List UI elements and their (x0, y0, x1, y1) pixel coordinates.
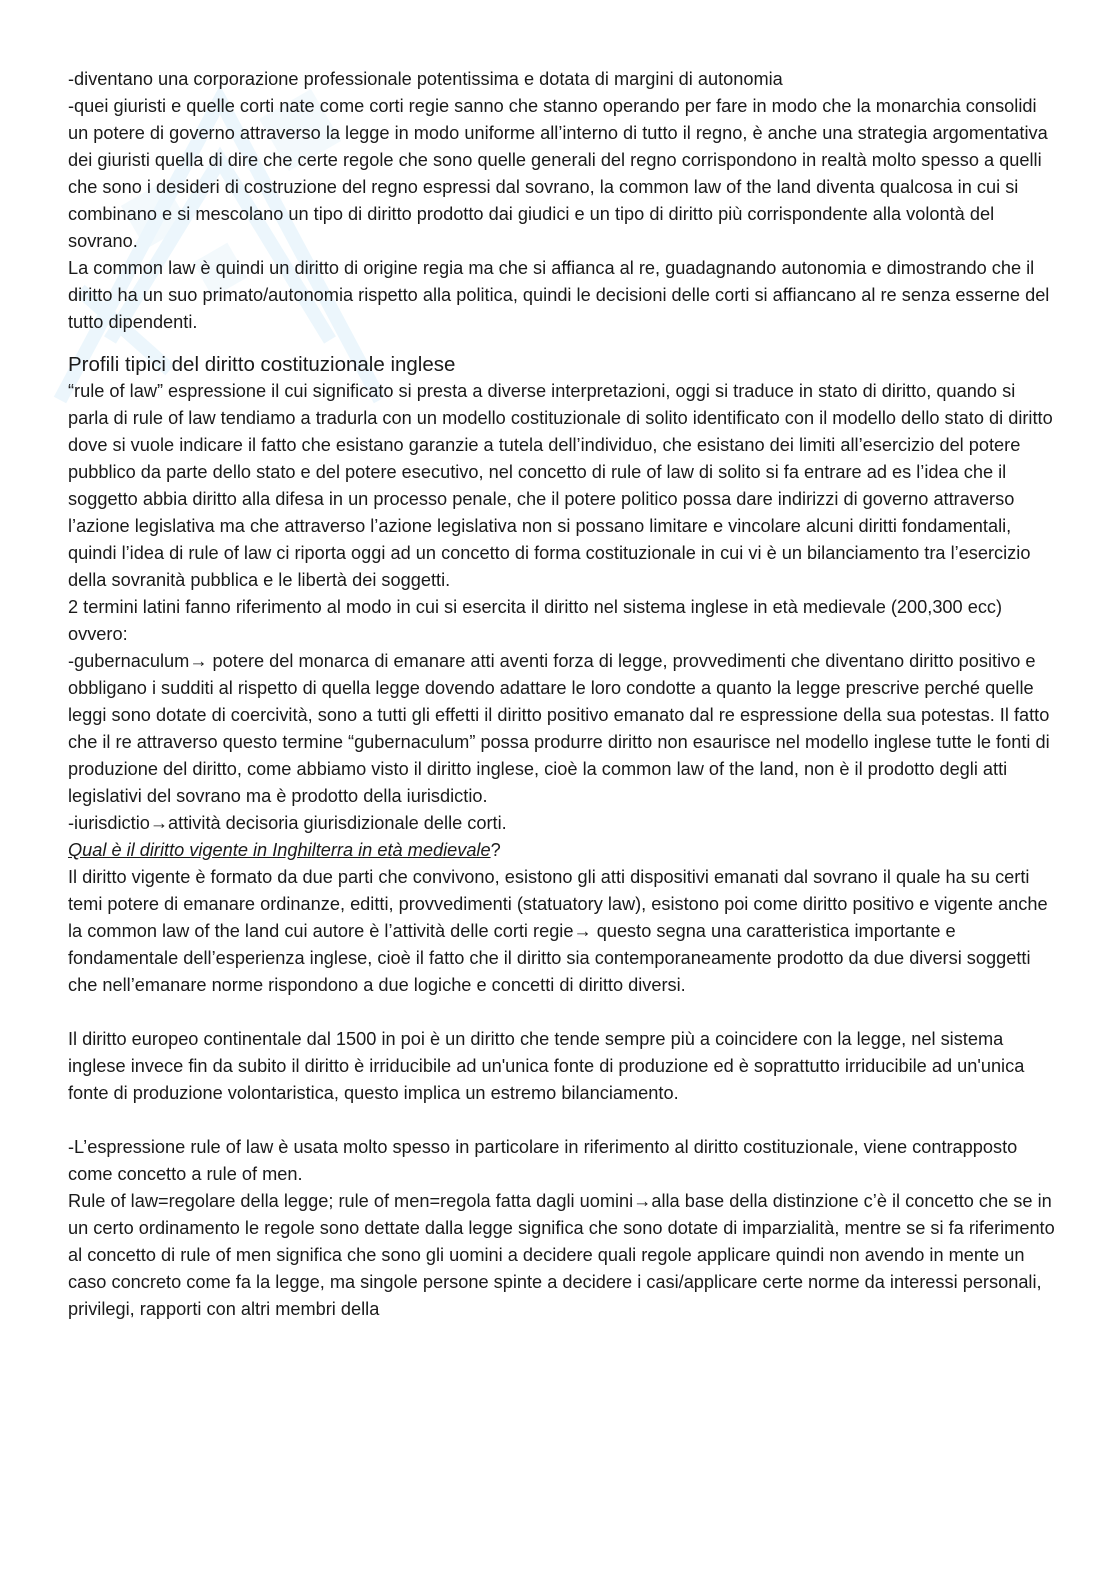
paragraph: -diventano una corporazione professionale potentissima e dotata di margini di autonomia (68, 69, 783, 89)
paragraph: -gubernaculum→ potere del monarca di emanare atti aventi forza di legge, provvedimenti che diventano diritto positivo e obbligano i sudditi al rispetto di quella legge dovendo adattare le loro condotte a quanto la legge prescrive perché quelle leggi sono dotate di coercività, sono a tutti gli effetti il diritto positivo emanato dal re espressione della sua potestas. Il fatto che il re attraverso questo termine “gubernaculum” possa produrre diritto non esaurisce nel modello inglese tutte le fonti di produzione del diritto, come abbiamo visto il diritto inglese, cioè la common law of the land, non è il prodotto degli atti legislativi del sovrano ma è prodotto della iurisdictio. (68, 651, 1050, 806)
paragraph: -quei giuristi e quelle corti nate come corti regie sanno che stanno operando per fare in modo che la monarchia consolidi un potere di governo attraverso la legge in modo uniforme all’interno di tutto il regno, è anche una strategia argomentativa dei giuristi quella di dire che certe regole che sono quelle generali del regno corrispondono in realtà molto spesso a quelli che sono i desideri di costruzione del regno espressi dal sovrano, la common law of the land diventa qualcosa in cui si combinano e si mescolano un tipo di diritto prodotto dai giudici e un tipo di diritto più corrispondente alla volontà del sovrano. (68, 96, 1048, 251)
paragraph: -iurisdictio→attività decisoria giurisdizionale delle corti. (68, 813, 507, 833)
paragraph: “rule of law” espressione il cui significato si presta a diverse interpretazioni, oggi si traduce in stato di diritto, quando si parla di rule of law tendiamo a tradurla con un modello costituzionale di solito identificato con il modello dello stato di diritto dove si vuole indicare il fatto che esistano garanzie a tutela dell’individuo, che esistano dei limiti all’esercizio del potere pubblico da parte dello stato e del potere esecutivo, nel concetto di rule of law di solito si fa entrare ad es l’idea che il soggetto abbia diritto alla difesa in un processo penale, che il potere politico possa dare indirizzi di governo attraverso l’azione legislativa ma che attraverso l’azione legislativa non si possano limitare e vincolare alcuni diritti fondamentali, quindi l’idea di rule of law ci riporta oggi ad un concetto di forma costituzionale in cui vi è un bilanciamento tra l’esercizio della sovranità pubblica e le libertà dei soggetti. (68, 381, 1053, 590)
question-mark: ? (490, 840, 501, 860)
paragraph: Rule of law=regolare della legge; rule of men=regola fatta dagli uomini→alla base della distinzione c’è il concetto che se in un certo ordinamento le regole sono dettate dalla legge significa che sono dotate di imparzialità, mentre se si fa riferimento al concetto di rule of men significa che sono gli uomini a decidere quali regole applicare quindi non avendo in mente un caso concreto come fa la legge, ma singole persone spinte a decidere i casi/applicare certe norme da interessi personali, privilegi, rapporti con altri membri della (68, 1191, 1055, 1319)
paragraph: Il diritto europeo continentale dal 1500 in poi è un diritto che tende sempre più a coincidere con la legge, nel sistema inglese invece fin da subito il diritto è irriducibile ad un'unica fonte di produzione ed è soprattutto irriducibile ad un'unica fonte di produzione volontaristica, questo implica un estremo bilanciamento. (68, 1029, 1025, 1103)
paragraph: -L’espressione rule of law è usata molto spesso in particolare in riferimento al diritto costituzionale, viene contrapposto come concetto a rule of men. (68, 1137, 1018, 1184)
question-text: Qual è il diritto vigente in Inghilterra in età medievale (68, 840, 491, 860)
paragraph: 2 termini latini fanno riferimento al modo in cui si esercita il diritto nel sistema inglese in età medievale (200,300 ecc) ovvero: (68, 597, 1003, 644)
paragraph: Il diritto vigente è formato da due parti che convivono, esistono gli atti dispositivi emanati dal sovrano il quale ha su certi temi potere di emanare ordinanze, editti, provvedimenti (statuatory law), esistono poi come diritto positivo e vigente anche la common law of the land cui autore è l’attività delle corti regie→ questo segna una caratteristica importante e fondamentale dell’esperienza inglese, cioè il fatto che il diritto sia contemporaneamente prodotto da due diversi soggetti che nell’emanare norme rispondono a due logiche e concetti di diritto diversi. (68, 867, 1048, 995)
section-heading: Profili tipici del diritto costituzionale inglese (68, 353, 456, 376)
document-body (68, 66, 1058, 1323)
paragraph: La common law è quindi un diritto di origine regia ma che si affianca al re, guadagnando autonomia e dimostrando che il diritto ha un suo primato/autonomia rispetto alla politica, quindi le decisioni delle corti si affiancano al re senza esserne del tutto dipendenti. (68, 258, 1050, 332)
question-line (68, 837, 1058, 864)
